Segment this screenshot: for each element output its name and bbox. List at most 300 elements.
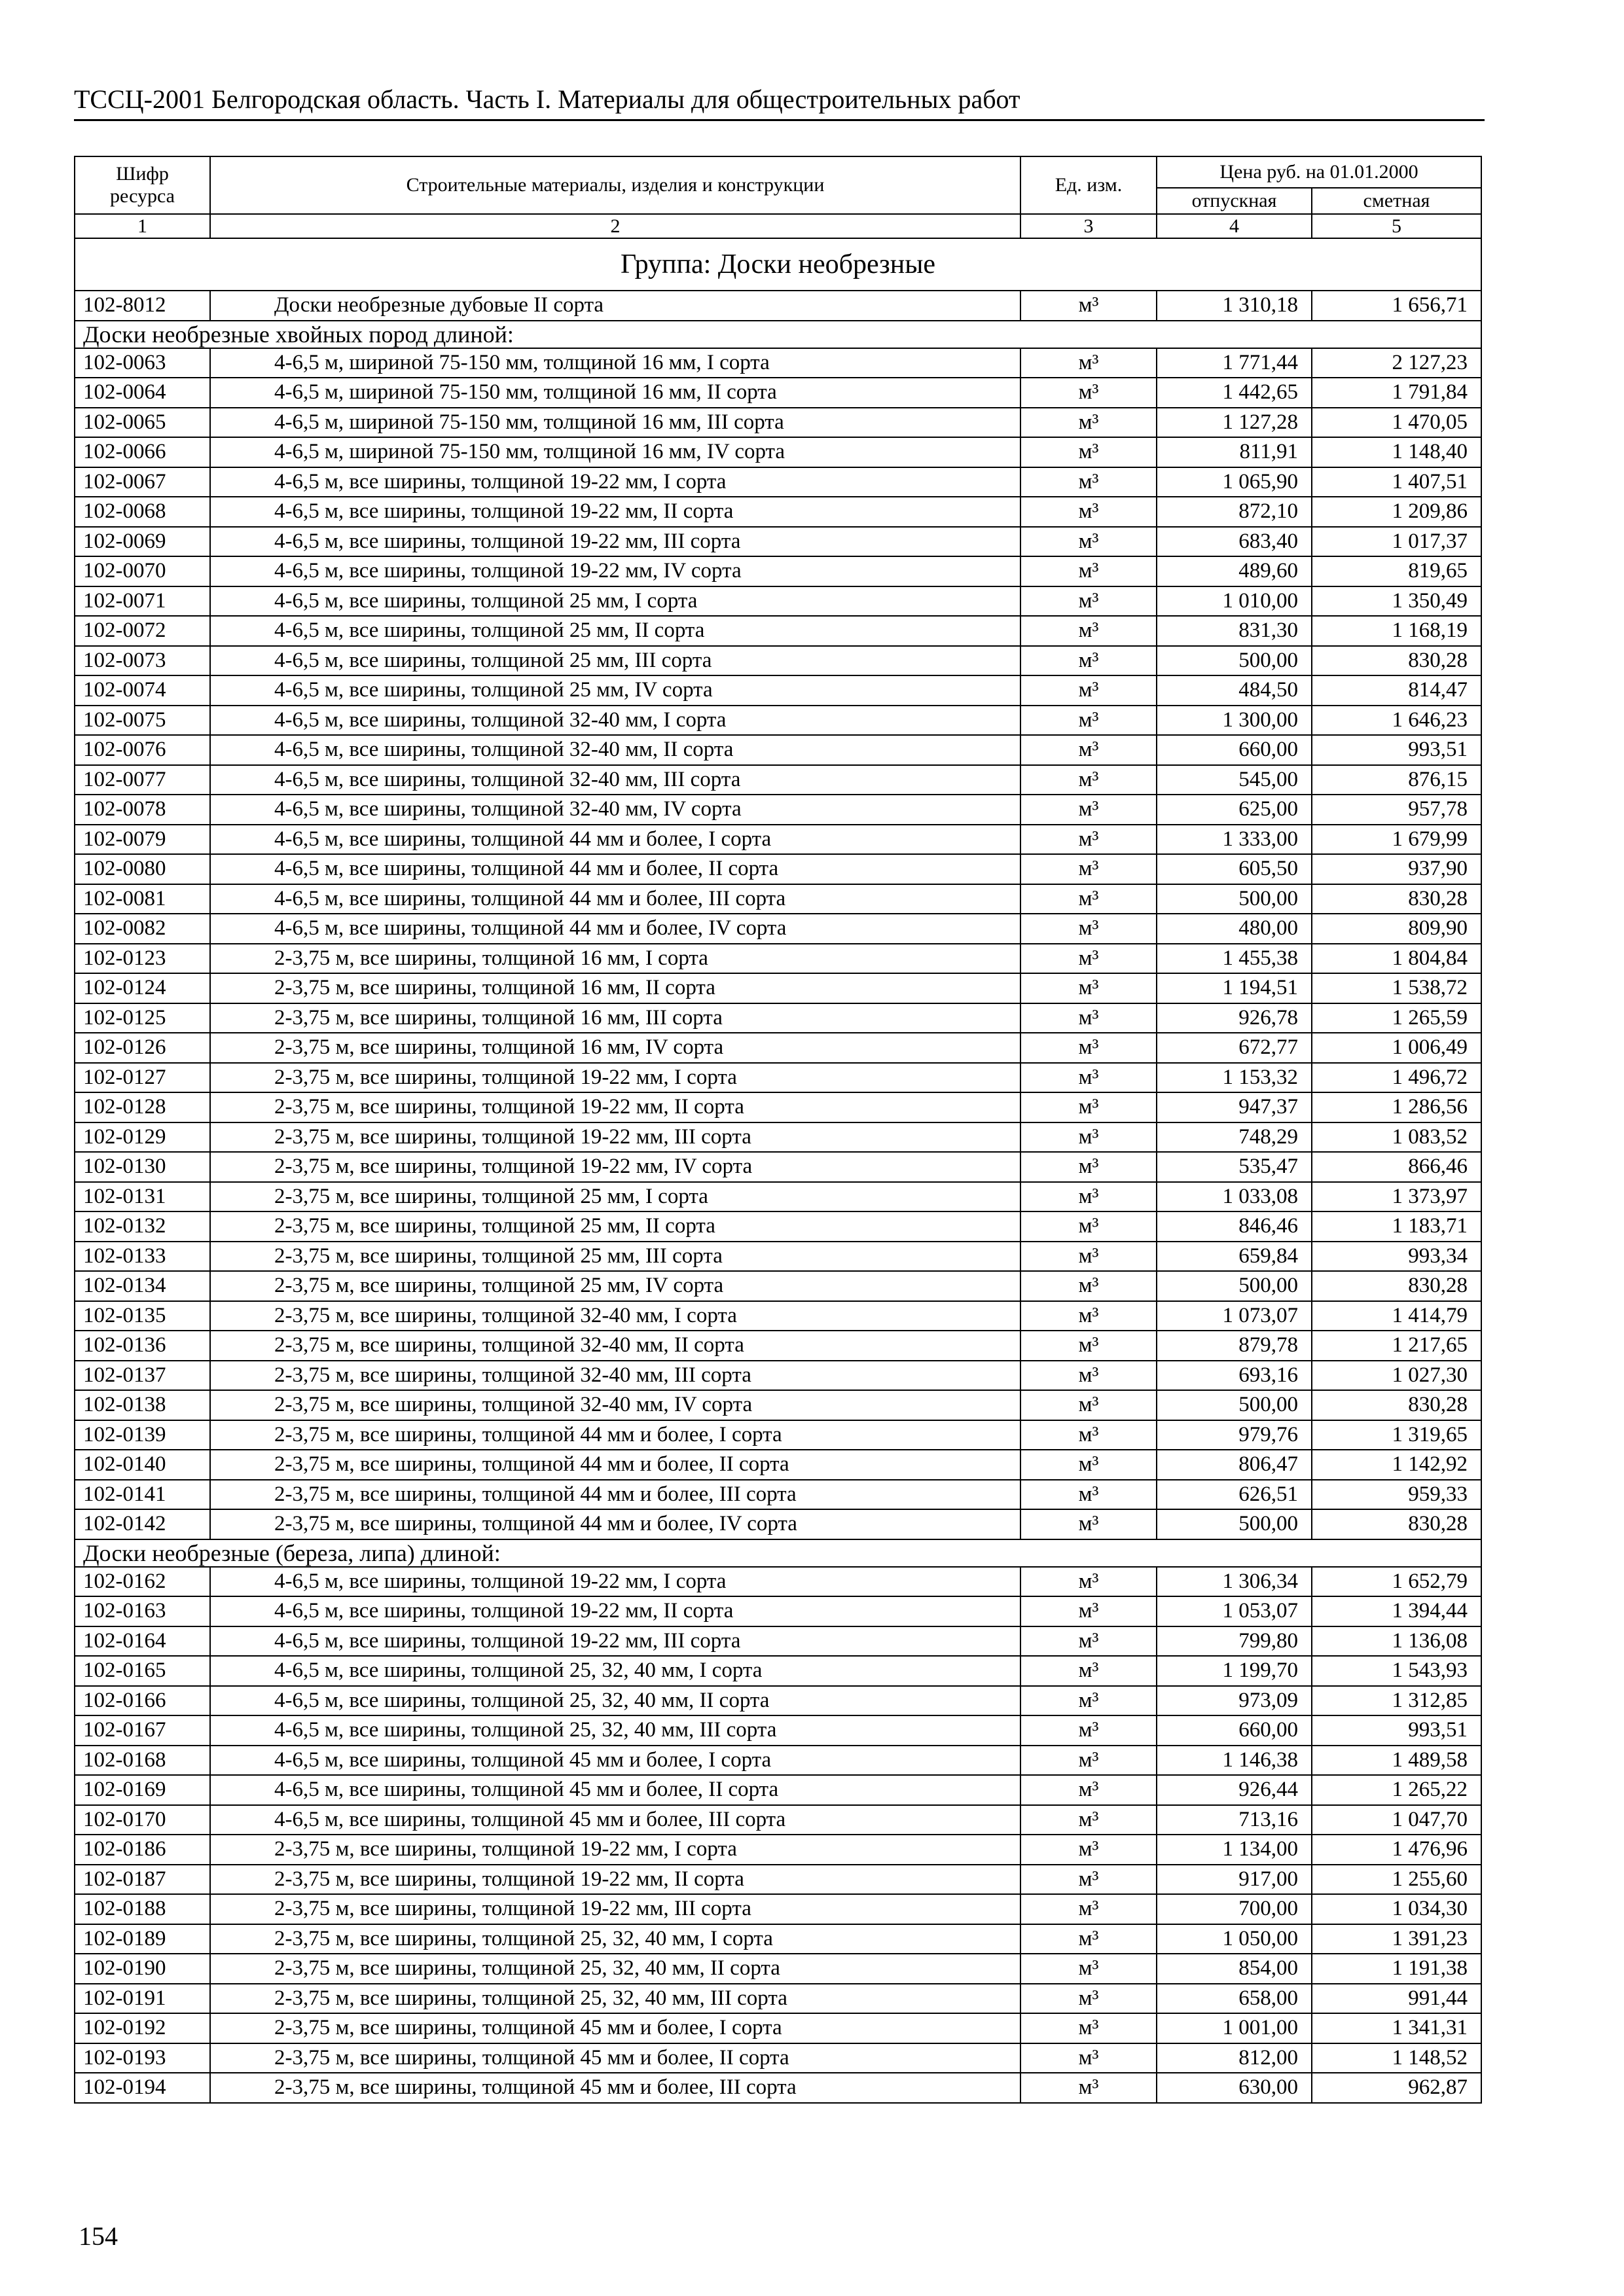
- resource-code: 102-0129: [75, 1122, 210, 1153]
- material-name: 2-3,75 м, все ширины, толщиной 45 мм и более, III сорта: [210, 2073, 1020, 2103]
- material-name: 2-3,75 м, все ширины, толщиной 16 мм, IV сорта: [210, 1033, 1020, 1063]
- table-row: [75, 1182, 1481, 1212]
- price-estimate: 809,90: [1312, 914, 1481, 944]
- material-name: 4-6,5 м, все ширины, толщиной 19-22 мм, IV сорта: [210, 556, 1020, 586]
- price-estimate: 830,28: [1312, 884, 1481, 914]
- resource-code: 102-0126: [75, 1033, 210, 1063]
- unit: м³: [1020, 706, 1157, 736]
- price-release: 799,80: [1157, 1626, 1312, 1657]
- page-header: ТССЦ-2001 Белгородская область. Часть I. Материалы для общестроительных работ: [74, 84, 1485, 121]
- unit: м³: [1020, 1242, 1157, 1272]
- price-estimate: 866,46: [1312, 1152, 1481, 1182]
- resource-code: 102-0188: [75, 1894, 210, 1924]
- table-row: [75, 2043, 1481, 2073]
- resource-code: 102-0080: [75, 854, 210, 884]
- material-name: 4-6,5 м, все ширины, толщиной 19-22 мм, III сорта: [210, 1626, 1020, 1657]
- table-row: [75, 795, 1481, 825]
- resource-code: 102-0127: [75, 1063, 210, 1093]
- price-release: 879,78: [1157, 1331, 1312, 1361]
- material-name: 4-6,5 м, все ширины, толщиной 32-40 мм, II сорта: [210, 735, 1020, 765]
- material-name: 4-6,5 м, шириной 75-150 мм, толщиной 16 мм, II сорта: [210, 378, 1020, 408]
- table-row: [75, 1835, 1481, 1865]
- unit: м³: [1020, 1480, 1157, 1510]
- price-release: 831,30: [1157, 616, 1312, 646]
- material-name: 4-6,5 м, все ширины, толщиной 19-22 мм, II сорта: [210, 497, 1020, 527]
- unit: м³: [1020, 1122, 1157, 1153]
- price-estimate: 2 127,23: [1312, 348, 1481, 378]
- price-estimate: 993,34: [1312, 1242, 1481, 1272]
- price-release: 979,76: [1157, 1420, 1312, 1450]
- material-name: 2-3,75 м, все ширины, толщиной 19-22 мм, III сорта: [210, 1122, 1020, 1153]
- unit: м³: [1020, 497, 1157, 527]
- price-release: 926,78: [1157, 1003, 1312, 1033]
- unit: м³: [1020, 973, 1157, 1003]
- unit: м³: [1020, 1656, 1157, 1686]
- price-release: 713,16: [1157, 1805, 1312, 1835]
- price-release: 748,29: [1157, 1122, 1312, 1153]
- unit: м³: [1020, 795, 1157, 825]
- resource-code: 102-0078: [75, 795, 210, 825]
- price-estimate: 957,78: [1312, 795, 1481, 825]
- resource-code: 102-0069: [75, 527, 210, 557]
- resource-code: 102-0194: [75, 2073, 210, 2103]
- col-number: 4: [1157, 214, 1312, 238]
- unit: м³: [1020, 944, 1157, 974]
- unit: м³: [1020, 1211, 1157, 1242]
- material-name: 2-3,75 м, все ширины, толщиной 25, 32, 40 мм, II сорта: [210, 1954, 1020, 1984]
- unit: м³: [1020, 825, 1157, 855]
- price-estimate: 962,87: [1312, 2073, 1481, 2103]
- unit: м³: [1020, 1092, 1157, 1122]
- price-release: 812,00: [1157, 2043, 1312, 2073]
- price-release: 1 300,00: [1157, 706, 1312, 736]
- unit: м³: [1020, 467, 1157, 497]
- resource-code: 102-0137: [75, 1361, 210, 1391]
- price-estimate: 1 476,96: [1312, 1835, 1481, 1865]
- material-name: 4-6,5 м, все ширины, толщиной 45 мм и более, III сорта: [210, 1805, 1020, 1835]
- resource-code: 102-0134: [75, 1271, 210, 1301]
- table-row: [75, 884, 1481, 914]
- resource-code: 102-0065: [75, 408, 210, 438]
- table-row: [75, 1361, 1481, 1391]
- resource-code: 102-8012: [75, 291, 210, 321]
- price-estimate: 1 136,08: [1312, 1626, 1481, 1657]
- table-row: [75, 854, 1481, 884]
- material-name: 4-6,5 м, шириной 75-150 мм, толщиной 16 мм, IV сорта: [210, 437, 1020, 467]
- price-release: 693,16: [1157, 1361, 1312, 1391]
- price-release: 1 134,00: [1157, 1835, 1312, 1865]
- table-row: [75, 348, 1481, 378]
- group-title: Группа: Доски необрезные: [75, 238, 1481, 291]
- table-row: [75, 1984, 1481, 2014]
- unit: м³: [1020, 1924, 1157, 1954]
- price-estimate: 1 679,99: [1312, 825, 1481, 855]
- resource-code: 102-0168: [75, 1746, 210, 1776]
- resource-code: 102-0064: [75, 378, 210, 408]
- price-release: 973,09: [1157, 1686, 1312, 1716]
- unit: м³: [1020, 1509, 1157, 1539]
- material-name: 2-3,75 м, все ширины, толщиной 45 мм и более, II сорта: [210, 2043, 1020, 2073]
- table-row: [75, 408, 1481, 438]
- table-row: [75, 973, 1481, 1003]
- price-release: 926,44: [1157, 1775, 1312, 1805]
- price-estimate: 1 265,59: [1312, 1003, 1481, 1033]
- price-estimate: 1 391,23: [1312, 1924, 1481, 1954]
- price-estimate: 1 407,51: [1312, 467, 1481, 497]
- resource-code: 102-0076: [75, 735, 210, 765]
- table-row: [75, 735, 1481, 765]
- price-release: 1 153,32: [1157, 1063, 1312, 1093]
- resource-code: 102-0166: [75, 1686, 210, 1716]
- material-name: 4-6,5 м, все ширины, толщиной 19-22 мм, I сорта: [210, 467, 1020, 497]
- price-release: 489,60: [1157, 556, 1312, 586]
- col-header-unit: Ед. изм.: [1020, 156, 1157, 214]
- material-name: 4-6,5 м, все ширины, толщиной 45 мм и более, I сорта: [210, 1746, 1020, 1776]
- material-name: 4-6,5 м, все ширины, толщиной 25 мм, II сорта: [210, 616, 1020, 646]
- price-release: 1 455,38: [1157, 944, 1312, 974]
- price-release: 1 199,70: [1157, 1656, 1312, 1686]
- table-row: [75, 2073, 1481, 2103]
- price-estimate: 1 791,84: [1312, 378, 1481, 408]
- unit: м³: [1020, 1746, 1157, 1776]
- material-name: 2-3,75 м, все ширины, толщиной 44 мм и более, II сорта: [210, 1450, 1020, 1480]
- material-name: 2-3,75 м, все ширины, толщиной 32-40 мм, IV сорта: [210, 1390, 1020, 1420]
- price-release: 1 442,65: [1157, 378, 1312, 408]
- resource-code: 102-0067: [75, 467, 210, 497]
- unit: м³: [1020, 884, 1157, 914]
- price-estimate: 1 148,40: [1312, 437, 1481, 467]
- material-name: 4-6,5 м, все ширины, толщиной 32-40 мм, I сорта: [210, 706, 1020, 736]
- price-estimate: 1 148,52: [1312, 2043, 1481, 2073]
- price-estimate: 1 191,38: [1312, 1954, 1481, 1984]
- unit: м³: [1020, 348, 1157, 378]
- unit: м³: [1020, 1835, 1157, 1865]
- price-estimate: 876,15: [1312, 765, 1481, 795]
- unit: м³: [1020, 854, 1157, 884]
- price-estimate: 1 183,71: [1312, 1211, 1481, 1242]
- table-row: [75, 1626, 1481, 1657]
- resource-code: 102-0193: [75, 2043, 210, 2073]
- unit: м³: [1020, 1865, 1157, 1895]
- price-estimate: 1 543,93: [1312, 1656, 1481, 1686]
- price-release: 1 053,07: [1157, 1596, 1312, 1626]
- col-number: 1: [75, 214, 210, 238]
- price-estimate: 1 394,44: [1312, 1596, 1481, 1626]
- price-release: 1 127,28: [1157, 408, 1312, 438]
- material-name: 4-6,5 м, все ширины, толщиной 19-22 мм, III сорта: [210, 527, 1020, 557]
- unit: м³: [1020, 1686, 1157, 1716]
- resource-code: 102-0133: [75, 1242, 210, 1272]
- material-name: 2-3,75 м, все ширины, толщиной 44 мм и более, III сорта: [210, 1480, 1020, 1510]
- table-row: [75, 1567, 1481, 1597]
- price-estimate: 814,47: [1312, 675, 1481, 706]
- col-header-price-estimate: сметная: [1312, 188, 1481, 214]
- price-release: 672,77: [1157, 1033, 1312, 1063]
- table-row: [75, 556, 1481, 586]
- resource-code: 102-0164: [75, 1626, 210, 1657]
- unit: м³: [1020, 586, 1157, 617]
- resource-code: 102-0135: [75, 1301, 210, 1331]
- price-estimate: 1 341,31: [1312, 2013, 1481, 2043]
- price-release: 500,00: [1157, 884, 1312, 914]
- table-row: [75, 378, 1481, 408]
- material-name: 4-6,5 м, все ширины, толщиной 44 мм и более, IV сорта: [210, 914, 1020, 944]
- unit: м³: [1020, 1567, 1157, 1597]
- table-row: [75, 1092, 1481, 1122]
- table-row: [75, 944, 1481, 974]
- table-row: [75, 1003, 1481, 1033]
- unit: м³: [1020, 1033, 1157, 1063]
- unit: м³: [1020, 2073, 1157, 2103]
- resource-code: 102-0123: [75, 944, 210, 974]
- material-name: Доски необрезные дубовые II сорта: [210, 291, 1020, 321]
- price-release: 1 194,51: [1157, 973, 1312, 1003]
- price-estimate: 830,28: [1312, 646, 1481, 676]
- price-release: 500,00: [1157, 646, 1312, 676]
- price-release: 1 310,18: [1157, 291, 1312, 321]
- unit: м³: [1020, 616, 1157, 646]
- material-name: 2-3,75 м, все ширины, толщиной 32-40 мм, III сорта: [210, 1361, 1020, 1391]
- price-release: 947,37: [1157, 1092, 1312, 1122]
- col-header-price: Цена руб. на 01.01.2000: [1157, 156, 1481, 188]
- unit: м³: [1020, 1003, 1157, 1033]
- price-estimate: 1 414,79: [1312, 1301, 1481, 1331]
- table-row: [75, 1805, 1481, 1835]
- resource-code: 102-0140: [75, 1450, 210, 1480]
- material-name: 4-6,5 м, шириной 75-150 мм, толщиной 16 мм, I сорта: [210, 348, 1020, 378]
- unit: м³: [1020, 1805, 1157, 1835]
- price-release: 1 010,00: [1157, 586, 1312, 617]
- price-release: 658,00: [1157, 1984, 1312, 2014]
- table-row: [75, 1894, 1481, 1924]
- material-name: 4-6,5 м, все ширины, толщиной 19-22 мм, II сорта: [210, 1596, 1020, 1626]
- section-title: Доски необрезные хвойных пород длиной:: [75, 321, 1481, 348]
- resource-code: 102-0190: [75, 1954, 210, 1984]
- material-name: 4-6,5 м, все ширины, толщиной 19-22 мм, I сорта: [210, 1567, 1020, 1597]
- unit: м³: [1020, 765, 1157, 795]
- table-row: [75, 1596, 1481, 1626]
- price-estimate: 1 047,70: [1312, 1805, 1481, 1835]
- resource-code: 102-0068: [75, 497, 210, 527]
- price-estimate: 1 168,19: [1312, 616, 1481, 646]
- material-name: 4-6,5 м, все ширины, толщиной 44 мм и более, II сорта: [210, 854, 1020, 884]
- material-name: 2-3,75 м, все ширины, толщиной 45 мм и более, I сорта: [210, 2013, 1020, 2043]
- table-row: [75, 1271, 1481, 1301]
- material-name: 4-6,5 м, все ширины, толщиной 44 мм и более, I сорта: [210, 825, 1020, 855]
- price-estimate: 819,65: [1312, 556, 1481, 586]
- table-row: [75, 706, 1481, 736]
- material-name: 4-6,5 м, все ширины, толщиной 32-40 мм, IV сорта: [210, 795, 1020, 825]
- price-release: 630,00: [1157, 2073, 1312, 2103]
- resource-code: 102-0082: [75, 914, 210, 944]
- table-row: [75, 1954, 1481, 1984]
- table-row: [75, 586, 1481, 617]
- material-name: 2-3,75 м, все ширины, толщиной 32-40 мм, II сорта: [210, 1331, 1020, 1361]
- material-name: 2-3,75 м, все ширины, толщиной 44 мм и более, IV сорта: [210, 1509, 1020, 1539]
- resource-code: 102-0189: [75, 1924, 210, 1954]
- table-row: [75, 1865, 1481, 1895]
- material-name: 4-6,5 м, шириной 75-150 мм, толщиной 16 мм, III сорта: [210, 408, 1020, 438]
- resource-code: 102-0136: [75, 1331, 210, 1361]
- resource-code: 102-0192: [75, 2013, 210, 2043]
- price-estimate: 1 209,86: [1312, 497, 1481, 527]
- price-release: 660,00: [1157, 735, 1312, 765]
- price-release: 500,00: [1157, 1390, 1312, 1420]
- resource-code: 102-0132: [75, 1211, 210, 1242]
- resource-code: 102-0130: [75, 1152, 210, 1182]
- price-estimate: 959,33: [1312, 1480, 1481, 1510]
- col-header-code: Шифр ресурса: [75, 156, 210, 214]
- table-row: [75, 1420, 1481, 1450]
- unit: м³: [1020, 914, 1157, 944]
- table-row: [75, 1152, 1481, 1182]
- price-estimate: 1 142,92: [1312, 1450, 1481, 1480]
- price-estimate: 1 373,97: [1312, 1182, 1481, 1212]
- resource-code: 102-0072: [75, 616, 210, 646]
- resource-code: 102-0079: [75, 825, 210, 855]
- price-release: 1 306,34: [1157, 1567, 1312, 1597]
- table-row: [75, 1775, 1481, 1805]
- price-estimate: 937,90: [1312, 854, 1481, 884]
- price-estimate: 993,51: [1312, 1715, 1481, 1746]
- table-row: [75, 1686, 1481, 1716]
- price-estimate: 1 646,23: [1312, 706, 1481, 736]
- price-estimate: 1 255,60: [1312, 1865, 1481, 1895]
- unit: м³: [1020, 1984, 1157, 2014]
- unit: м³: [1020, 437, 1157, 467]
- page-number: 154: [79, 2221, 118, 2251]
- price-estimate: 1 656,71: [1312, 291, 1481, 321]
- price-estimate: 1 027,30: [1312, 1361, 1481, 1391]
- table-row: [75, 914, 1481, 944]
- material-name: 2-3,75 м, все ширины, толщиной 25 мм, III сорта: [210, 1242, 1020, 1272]
- col-number: 3: [1020, 214, 1157, 238]
- table-row: [75, 765, 1481, 795]
- table-row: [75, 616, 1481, 646]
- resource-code: 102-0075: [75, 706, 210, 736]
- price-estimate: 1 034,30: [1312, 1894, 1481, 1924]
- price-release: 660,00: [1157, 1715, 1312, 1746]
- price-table: [74, 156, 1482, 2104]
- material-name: 4-6,5 м, все ширины, толщиной 25 мм, III сорта: [210, 646, 1020, 676]
- price-estimate: 830,28: [1312, 1509, 1481, 1539]
- table-row: [75, 1211, 1481, 1242]
- section-title-row: [75, 1539, 1481, 1567]
- price-estimate: 1 350,49: [1312, 586, 1481, 617]
- material-name: 2-3,75 м, все ширины, толщиной 25 мм, II сорта: [210, 1211, 1020, 1242]
- table-row: [75, 2013, 1481, 2043]
- price-release: 535,47: [1157, 1152, 1312, 1182]
- table-row: [75, 437, 1481, 467]
- resource-code: 102-0162: [75, 1567, 210, 1597]
- resource-code: 102-0073: [75, 646, 210, 676]
- unit: м³: [1020, 1361, 1157, 1391]
- unit: м³: [1020, 1775, 1157, 1805]
- price-release: 1 050,00: [1157, 1924, 1312, 1954]
- resource-code: 102-0141: [75, 1480, 210, 1510]
- material-name: 2-3,75 м, все ширины, толщиной 25 мм, IV сорта: [210, 1271, 1020, 1301]
- unit: м³: [1020, 1301, 1157, 1331]
- col-number: 2: [210, 214, 1020, 238]
- material-name: 2-3,75 м, все ширины, толщиной 19-22 мм, II сорта: [210, 1092, 1020, 1122]
- resource-code: 102-0169: [75, 1775, 210, 1805]
- table-row: [75, 1450, 1481, 1480]
- unit: м³: [1020, 735, 1157, 765]
- price-estimate: 1 538,72: [1312, 973, 1481, 1003]
- table-row: [75, 1331, 1481, 1361]
- material-name: 2-3,75 м, все ширины, толщиной 25, 32, 40 мм, I сорта: [210, 1924, 1020, 1954]
- resource-code: 102-0170: [75, 1805, 210, 1835]
- unit: м³: [1020, 1420, 1157, 1450]
- col-number: 5: [1312, 214, 1481, 238]
- table-row: [75, 1390, 1481, 1420]
- price-release: 1 033,08: [1157, 1182, 1312, 1212]
- price-release: 1 333,00: [1157, 825, 1312, 855]
- price-estimate: 1 489,58: [1312, 1746, 1481, 1776]
- table-row: [75, 675, 1481, 706]
- unit: м³: [1020, 1063, 1157, 1093]
- price-release: 484,50: [1157, 675, 1312, 706]
- unit: м³: [1020, 556, 1157, 586]
- resource-code: 102-0191: [75, 1984, 210, 2014]
- price-estimate: 1 217,65: [1312, 1331, 1481, 1361]
- price-release: 1 146,38: [1157, 1746, 1312, 1776]
- price-release: 683,40: [1157, 527, 1312, 557]
- material-name: 2-3,75 м, все ширины, толщиной 19-22 мм, I сорта: [210, 1835, 1020, 1865]
- material-name: 2-3,75 м, все ширины, толщиной 16 мм, II сорта: [210, 973, 1020, 1003]
- unit: м³: [1020, 2043, 1157, 2073]
- price-release: 1 073,07: [1157, 1301, 1312, 1331]
- price-release: 872,10: [1157, 497, 1312, 527]
- price-estimate: 1 470,05: [1312, 408, 1481, 438]
- table-row: [75, 1656, 1481, 1686]
- unit: м³: [1020, 2013, 1157, 2043]
- table-row: [75, 497, 1481, 527]
- price-release: 846,46: [1157, 1211, 1312, 1242]
- price-estimate: 1 017,37: [1312, 527, 1481, 557]
- table-row: [75, 1063, 1481, 1093]
- table-body: [75, 238, 1481, 2103]
- unit: м³: [1020, 1626, 1157, 1657]
- col-header-name: Строительные материалы, изделия и конструкции: [210, 156, 1020, 214]
- price-release: 500,00: [1157, 1271, 1312, 1301]
- unit: м³: [1020, 527, 1157, 557]
- material-name: 4-6,5 м, все ширины, толщиной 45 мм и более, II сорта: [210, 1775, 1020, 1805]
- resource-code: 102-0163: [75, 1596, 210, 1626]
- resource-code: 102-0070: [75, 556, 210, 586]
- material-name: 4-6,5 м, все ширины, толщиной 25, 32, 40 мм, III сорта: [210, 1715, 1020, 1746]
- unit: м³: [1020, 1152, 1157, 1182]
- price-estimate: 993,51: [1312, 735, 1481, 765]
- resource-code: 102-0125: [75, 1003, 210, 1033]
- table-row: [75, 1715, 1481, 1746]
- price-estimate: 1 804,84: [1312, 944, 1481, 974]
- unit: м³: [1020, 1182, 1157, 1212]
- material-name: 4-6,5 м, все ширины, толщиной 44 мм и более, III сорта: [210, 884, 1020, 914]
- unit: м³: [1020, 408, 1157, 438]
- table-row: [75, 527, 1481, 557]
- table-row: [75, 291, 1481, 321]
- section-title: Доски необрезные (береза, липа) длиной:: [75, 1539, 1481, 1567]
- resource-code: 102-0124: [75, 973, 210, 1003]
- resource-code: 102-0138: [75, 1390, 210, 1420]
- resource-code: 102-0165: [75, 1656, 210, 1686]
- resource-code: 102-0142: [75, 1509, 210, 1539]
- price-estimate: 1 006,49: [1312, 1033, 1481, 1063]
- unit: м³: [1020, 1271, 1157, 1301]
- material-name: 2-3,75 м, все ширины, толщиной 44 мм и более, I сорта: [210, 1420, 1020, 1450]
- resource-code: 102-0187: [75, 1865, 210, 1895]
